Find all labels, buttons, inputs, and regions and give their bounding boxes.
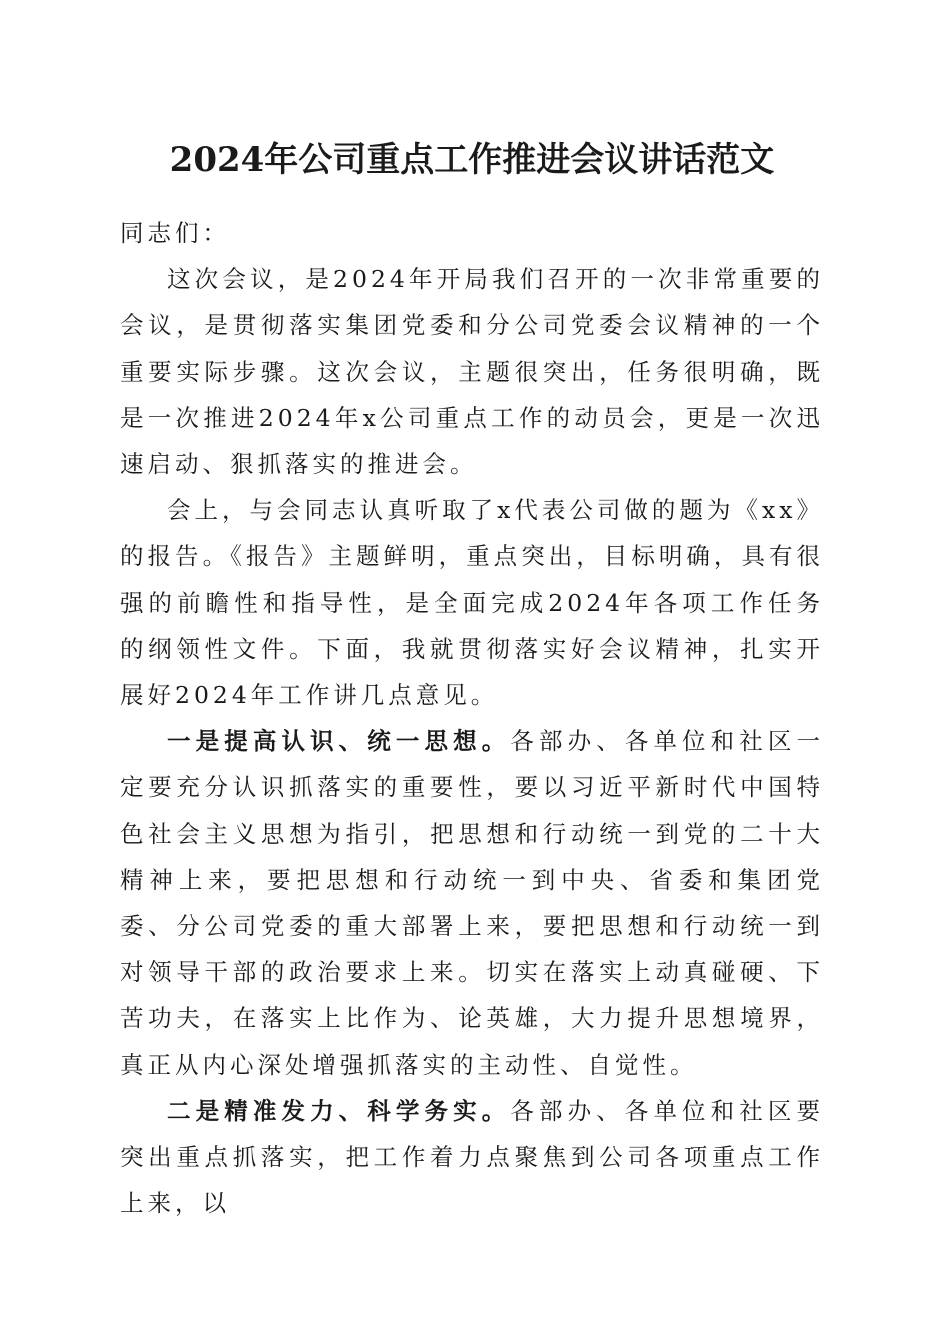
document-title: 2024年公司重点工作推进会议讲话范文 bbox=[169, 140, 775, 180]
salutation: 同志们： bbox=[120, 219, 230, 247]
paragraph-text: 这次会议，是2024年开局我们召开的一次非常重要的会议，是贯彻落实集团党委和分公司党委会议精神的一个重要实际步骤。这次会议，主题很突出，任务很明确，既是一次推进2024年x公司重点工作的动员会，更是一次迅速启动、狠抓落实的推进会。 bbox=[120, 265, 824, 479]
paragraph-text: 各部办、各单位和社区要突出重点抓落实，把工作着力点聚焦到公司各项重点工作上来，以 bbox=[120, 1096, 825, 1218]
paragraph-report bbox=[120, 487, 824, 718]
paragraph-text: 各部办、各单位和社区一定要充分认识抓落实的重要性，要以习近平新时代中国特色社会主义思想为指引，把思想和行动统一到党的二十大精神上来，要把思想和行动统一到中央、省委和集团党委、分公司党委的重大部署上来，要把思想和行动统一到对领导干部的政治要求上来。切实在落实上动真碰硬、下苦功夫，在落实上比作为、论英雄，大力提升思想境界，真正从内心深处增强抓落实的主动性、自觉性。 bbox=[120, 727, 825, 1079]
paragraph-lead: 一是提高认识、统一思想。 bbox=[167, 727, 511, 756]
paragraph-text: 会上，与会同志认真听取了x代表公司做的题为《xx》的报告。《报告》主题鲜明，重点突出，目标明确，具有很强的前瞻性和指导性，是全面完成2024年各项工作任务的纲领性文件。下面，我就贯彻落实好会议精神，扎实开展好2024年工作讲几点意见。 bbox=[120, 496, 824, 710]
paragraph-point-two bbox=[120, 1088, 824, 1227]
document-body bbox=[120, 210, 824, 1226]
paragraph-lead: 二是精准发力、科学务实。 bbox=[167, 1096, 511, 1125]
paragraph-opening bbox=[120, 256, 824, 487]
paragraph-point-one bbox=[120, 718, 824, 1088]
